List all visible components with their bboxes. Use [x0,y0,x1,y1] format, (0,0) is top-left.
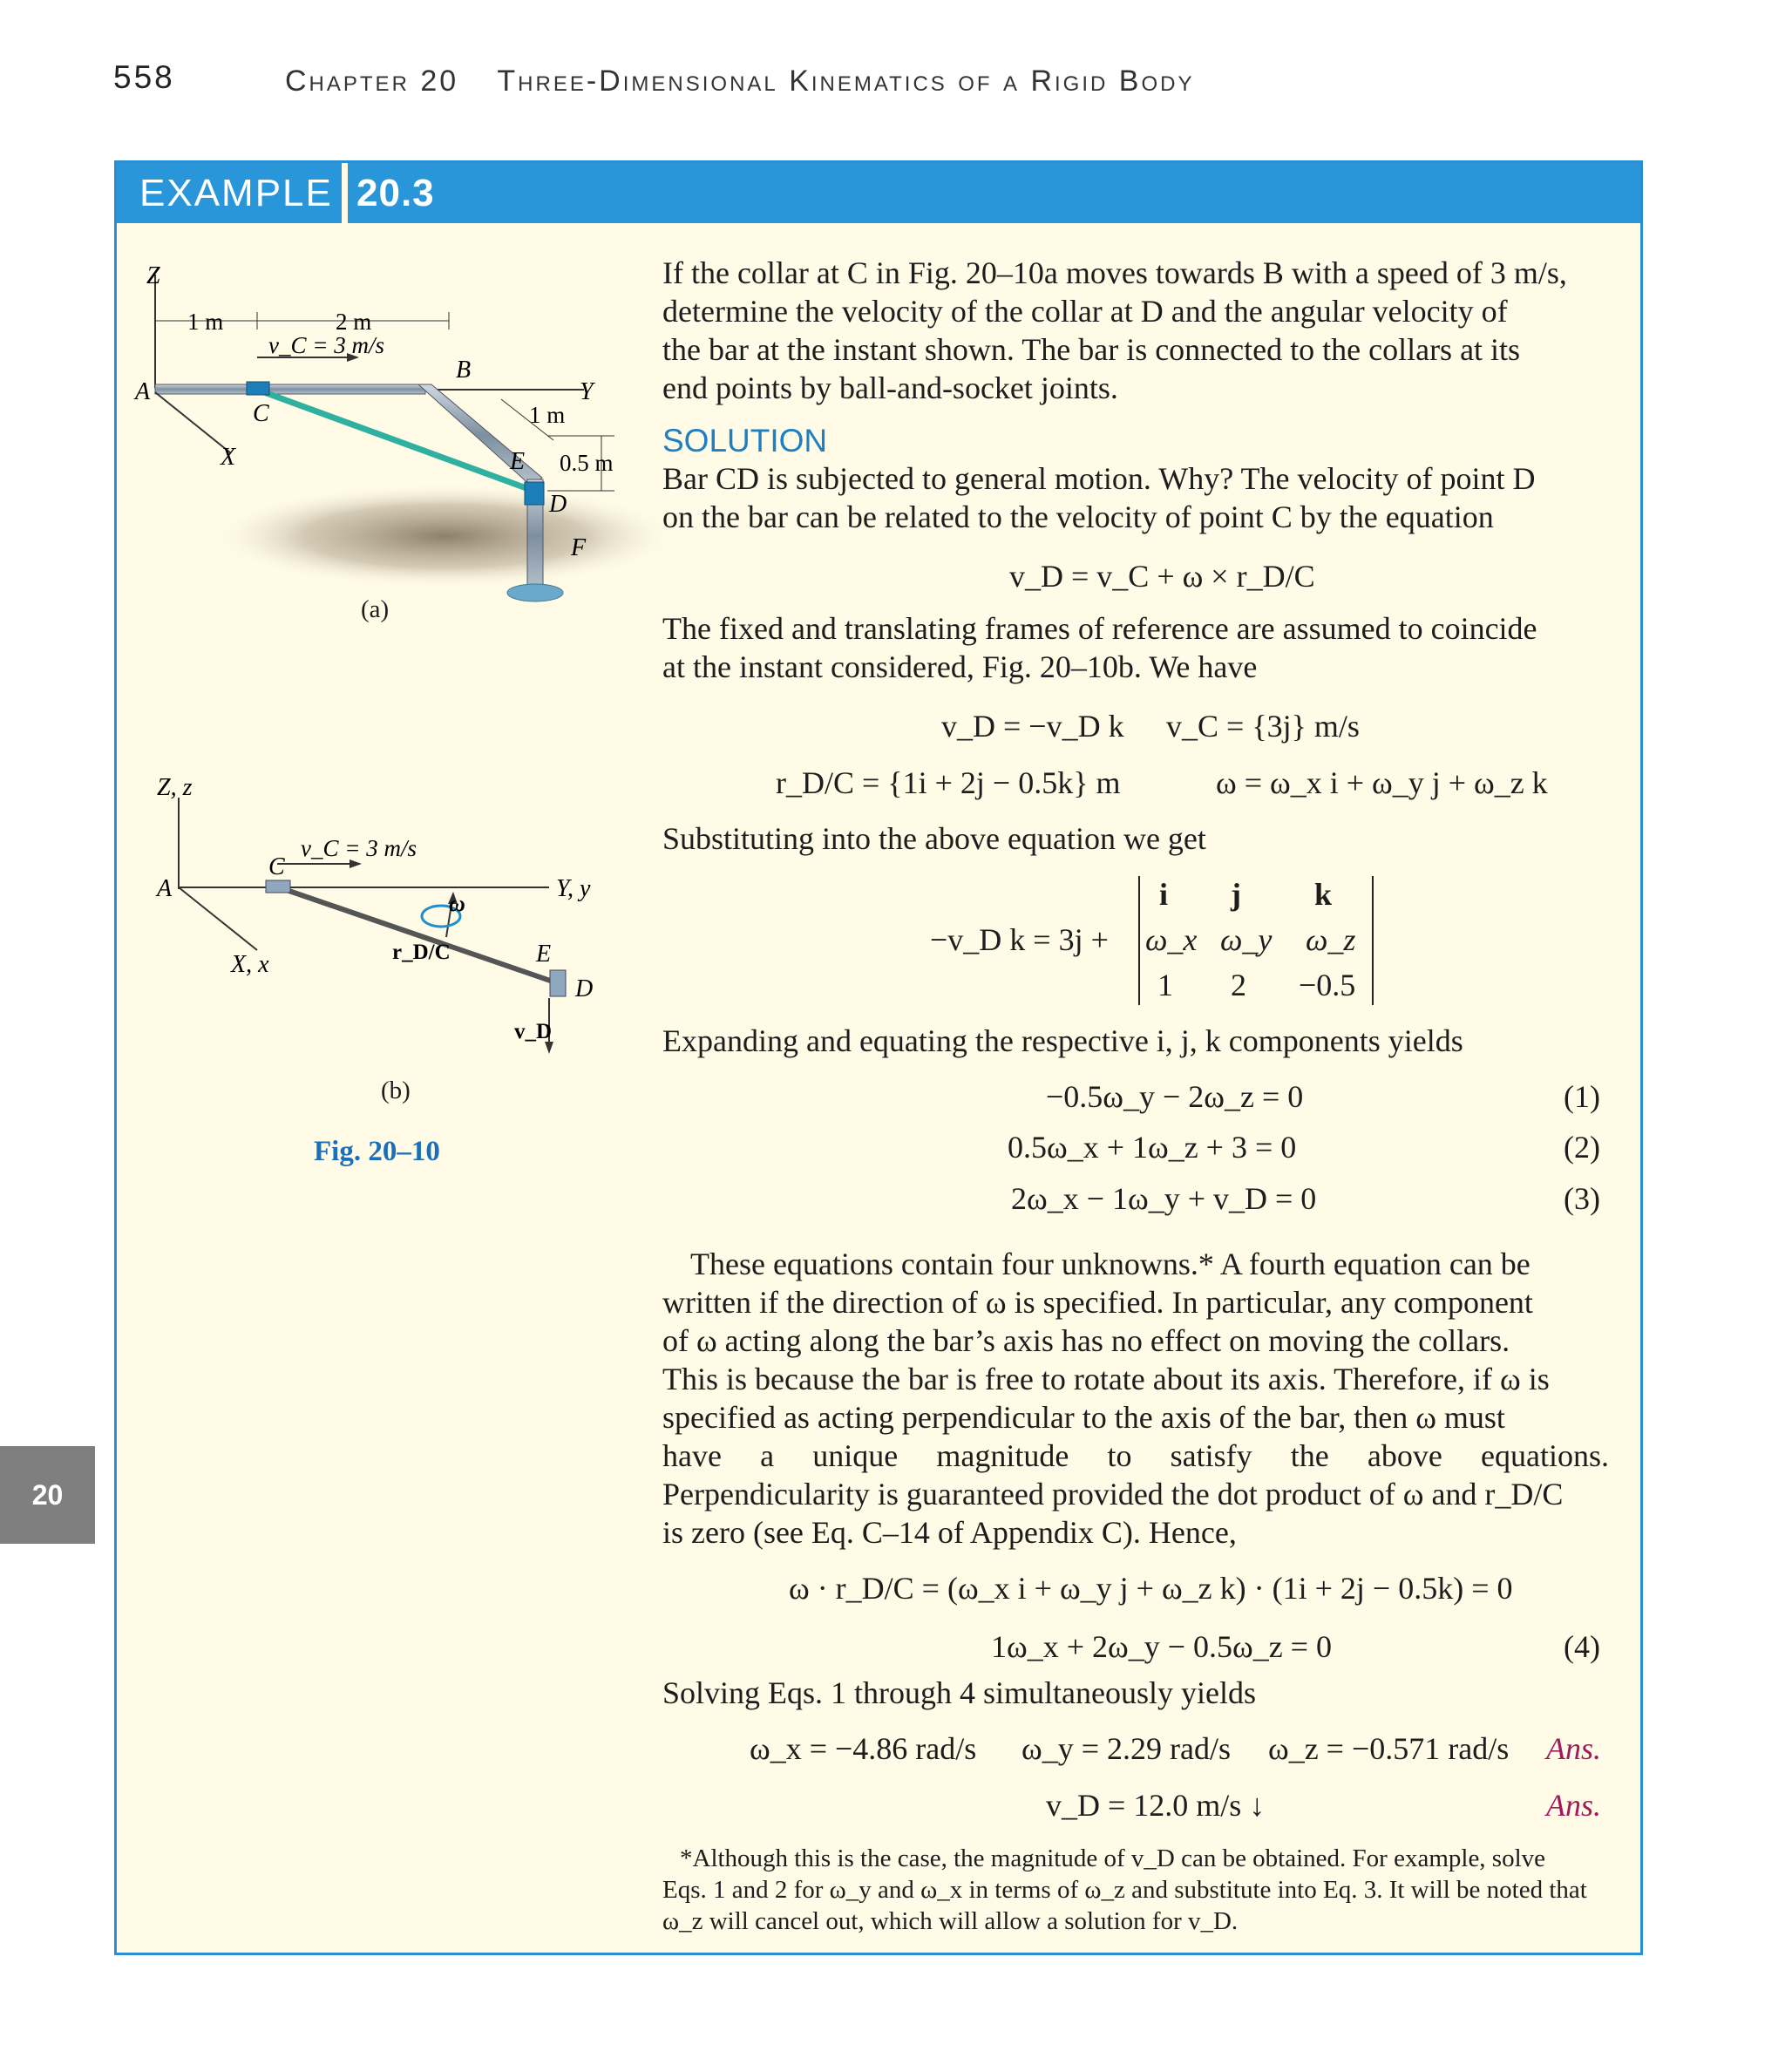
para-line: Bar CD is subjected to general motion. Why? The velocity of point D [662,461,1536,496]
problem-line: end points by ball-and-socket joints. [662,370,1118,405]
footnote-line: Eqs. 1 and 2 for ω_y and ω_x in terms of ω_z and substitute into Eq. 3. It will be noted that [662,1876,1587,1904]
equation-omega: ω = ω_x i + ω_y j + ω_z k [1216,765,1548,800]
answer-vd: v_D = 12.0 m/s ↓ [1046,1788,1266,1823]
fig-a-label-e: E [510,448,526,475]
collar-c [247,382,269,395]
equation-2-number: (2) [1564,1130,1600,1165]
equation-4: 1ω_x + 2ω_y − 0.5ω_z = 0 [991,1629,1332,1664]
equation-main: v_D = v_C + ω × r_D/C [1009,559,1315,594]
para-line: have a unique magnitude to satisfy the above equations. [662,1438,1609,1473]
det-cell: ω_y [1220,922,1273,957]
chapter-label: Chapter 20 [285,65,459,98]
fig-a-label-c: C [253,400,269,427]
det-cell: ω_x [1145,922,1198,957]
answer-mark-2: Ans. [1546,1788,1601,1823]
fig-b-label-d: D [575,975,594,1002]
det-cell: k [1314,877,1333,912]
problem-line: determine the velocity of the collar at D and the angular velocity of [662,294,1508,329]
collar-c-b [266,880,290,893]
figure-b-caption: (b) [381,1077,411,1104]
floor-shadow [209,484,671,588]
det-cell: −0.5 [1299,968,1356,1002]
paragraph-3: Substituting into the above equation we get [662,821,1206,856]
para-line: of ω acting along the bar’s axis has no effect on moving the collars. [662,1323,1510,1358]
equation-4-number: (4) [1564,1629,1600,1664]
equation-vd: v_D = −v_D k [941,709,1124,744]
paragraph-1 [662,459,1609,536]
fig-b-vc-label: v_C = 3 m/s [301,835,417,861]
solution-heading: SOLUTION [662,423,828,459]
para-line: specified as acting perpendicular to the axis of the bar, then ω must [662,1400,1505,1435]
bar-cd-b [279,887,558,983]
chapter-tab: 20 [0,1446,95,1544]
fig-a-label-z: Z [146,262,160,289]
paragraph-2 [662,609,1609,686]
determinant-matrix [1138,876,1374,1005]
figure-b-diagram [131,763,671,1059]
fig-a-label-a: A [135,378,151,405]
para-line: is zero (see Eq. C–14 of Appendix C). Hence, [662,1515,1237,1550]
fig-a-label-f: F [571,534,587,561]
answer-omega-y: ω_y = 2.29 rad/s [1021,1731,1231,1766]
example-header-bar [117,163,1640,223]
equation-3-number: (3) [1564,1181,1600,1216]
para-line: on the bar can be related to the velocity of point C by the equation [662,499,1494,534]
figure-caption: Fig. 20–10 [314,1136,440,1167]
fig-a-dim-1m: 1 m [187,309,224,335]
equation-2: 0.5ω_x + 1ω_z + 3 = 0 [1008,1130,1297,1165]
problem-statement [662,254,1609,407]
collar-d-b [550,970,566,996]
bar-ab [155,384,425,394]
equation-r: r_D/C = {1i + 2j − 0.5k} m [776,765,1121,800]
chapter-title: Three-Dimensional Kinematics of a Rigid Body [497,65,1195,98]
base-plate [507,584,563,601]
paragraph-5 [662,1245,1609,1552]
fig-a-vc-label: v_C = 3 m/s [268,332,384,358]
det-cell: 1 [1157,968,1173,1002]
footnote-line: ω_z will cancel out, which will allow a solution for v_D. [662,1907,1239,1935]
answer-omega-x: ω_x = −4.86 rad/s [750,1731,977,1766]
equation-3: 2ω_x − 1ω_y + v_D = 0 [1011,1181,1317,1216]
fig-a-label-b: B [456,357,472,384]
footnote [662,1843,1609,1937]
fig-b-label-c: C [268,853,285,880]
det-cell: i [1159,877,1169,912]
fig-a-label-d: D [549,491,567,518]
det-cell: 2 [1231,968,1246,1002]
answer-omega-z: ω_z = −0.571 rad/s [1268,1731,1510,1766]
footnote-line: *Although this is the case, the magnitude of v_D can be obtained. For example, solve [680,1844,1546,1872]
para-line: These equations contain four unknowns.* A fourth equation can be [690,1247,1530,1281]
example-number: 20.3 [356,172,435,214]
paragraph-4: Expanding and equating the respective i, j, k components yields [662,1023,1463,1058]
fig-b-label-e: E [536,941,552,968]
equation-1: −0.5ω_y − 2ω_z = 0 [1046,1079,1304,1114]
fig-b-label-x: X, x [231,951,269,978]
equation-dot-product: ω · r_D/C = (ω_x i + ω_y j + ω_z k) · (1i + 2j − 0.5k) = 0 [789,1571,1513,1606]
fig-b-vd-label: v_D [514,1020,553,1043]
det-cell: j [1231,877,1241,912]
problem-line: the bar at the instant shown. The bar is connected to the collars at its [662,332,1521,367]
fig-b-label-a: A [157,875,173,902]
figure-a-diagram [131,257,671,641]
fig-b-label-z: Z, z [157,774,193,801]
example-separator [342,163,348,223]
paragraph-6: Solving Eqs. 1 through 4 simultaneously yields [662,1675,1256,1710]
fig-a-label-x: X [221,444,236,471]
fig-a-dim-05m: 0.5 m [560,450,614,476]
para-line: This is because the bar is free to rotate about its axis. Therefore, if ω is [662,1362,1550,1396]
equation-1-number: (1) [1564,1079,1600,1114]
para-line: The fixed and translating frames of reference are assumed to coincide [662,611,1537,646]
fig-b-rdc-label: r_D/C [392,941,451,964]
fig-a-label-y: Y [580,378,594,405]
figure-a-caption: (a) [361,595,390,623]
fig-b-label-y: Y, y [556,875,591,902]
running-header [285,65,1194,99]
problem-line: If the collar at C in Fig. 20–10a moves towards B with a speed of 3 m/s, [662,255,1567,290]
equation-vc: v_C = {3j} m/s [1166,709,1360,744]
para-line: written if the direction of ω is specified. In particular, any component [662,1285,1533,1320]
answer-mark-1: Ans. [1546,1731,1601,1766]
page-number: 558 [113,59,175,95]
para-line: at the instant considered, Fig. 20–10b. We have [662,649,1258,684]
fig-a-dim-1m-b: 1 m [529,402,566,428]
fig-a-dim-2m: 2 m [336,309,372,335]
example-label: EXAMPLE [139,172,333,214]
det-cell: ω_z [1306,922,1356,957]
para-line: Perpendicularity is guaranteed provided the dot product of ω and r_D/C [662,1477,1564,1512]
determinant-lhs: −v_D k = 3j + [930,922,1109,957]
collar-d [525,482,544,505]
fig-b-omega-label: ω [449,891,465,916]
